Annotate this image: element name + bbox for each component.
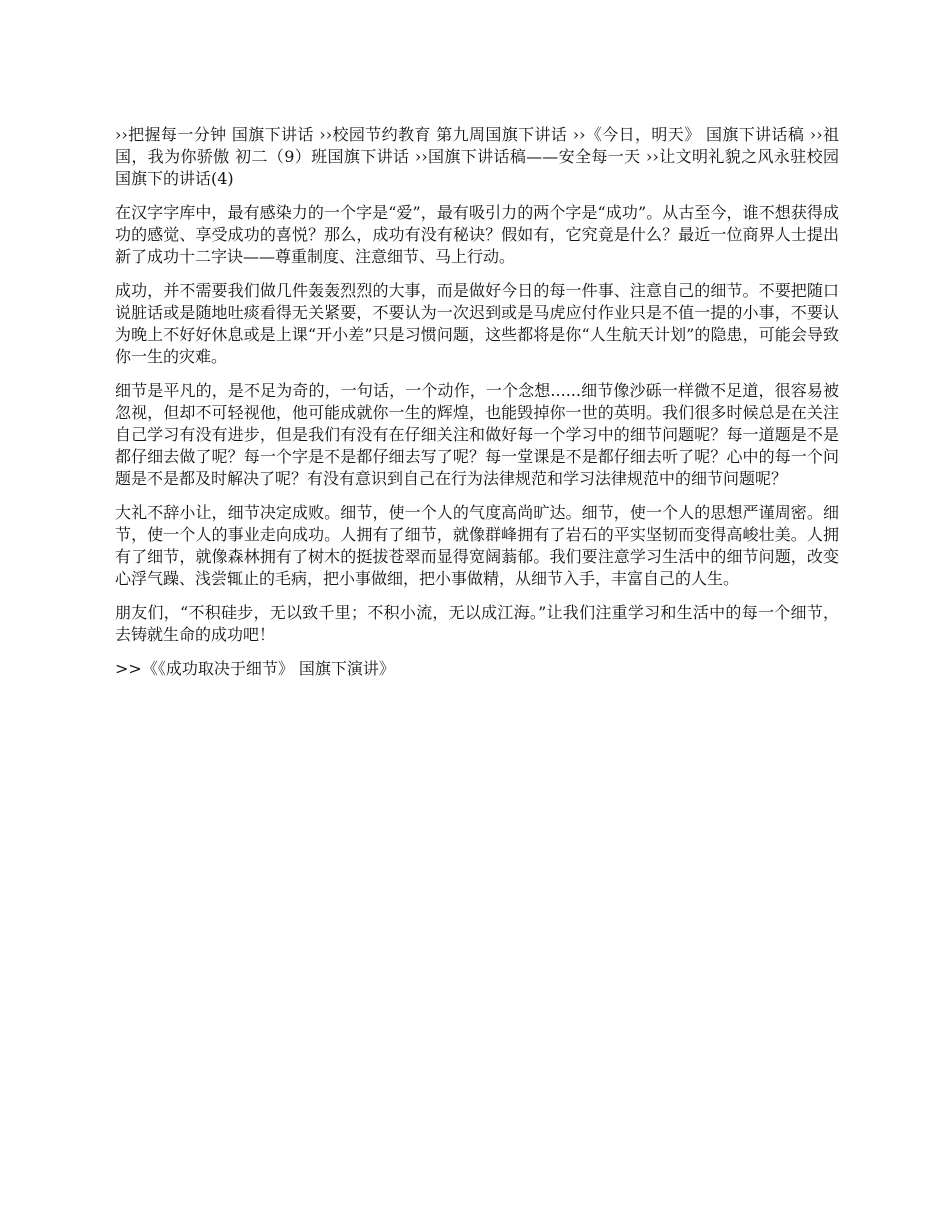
footer-prefix: >> — [115, 659, 142, 678]
body-paragraph-2: 成功，并不需要我们做几件轰轰烈烈的大事，而是做好今日的每一件事、注意自己的细节。不要把随口说脏话或是随地吐痰看得无关紧要，不要认为一次迟到或是马虎应付作业只是不值一提的小事，不要认为晚上不好好休息或是上课“开小差”只是习惯问题，这些都将是你“人生航天计划”的隐患，可能会导致你一生的灾难。 — [115, 281, 839, 366]
footer-link-row — [115, 658, 839, 680]
link-separator: ›› — [646, 147, 659, 166]
related-link-3[interactable]: 《今日，明天》 国旗下讲话稿 — [585, 125, 805, 144]
related-link-2[interactable]: 校园节约教育 第九周国旗下讲话 — [332, 125, 568, 144]
article — [115, 124, 839, 692]
link-separator: ›› — [319, 125, 333, 144]
link-separator: ›› — [115, 125, 128, 144]
body-paragraph-5: 朋友们，“不积硅步，无以致千里；不积小流，无以成江海。”让我们注重学习和生活中的每一个细节，去铸就生命的成功吧！ — [115, 603, 839, 644]
body-paragraph-4: 大礼不辞小让，细节决定成败。细节，使一个人的气度高尚旷达。细节，使一个人的思想严谨周密。细节，使一个人的事业走向成功。人拥有了细节，就像群峰拥有了岩石的平实坚韧而变得高峻壮美。人拥有了细节，就像森林拥有了树木的挺拔苍翠而显得宽阔蓊郁。我们要注意学习生活中的细节问题，改变心浮气躁、浅尝辄止的毛病，把小事做细，把小事做精，从细节入手，丰富自己的人生。 — [115, 503, 839, 588]
related-link-6[interactable]: 让文明礼貌之风永驻校园 国旗下的讲话(4) — [115, 147, 839, 188]
related-link-5[interactable]: 国旗下讲话稿——安全每一天 — [427, 147, 641, 166]
related-link-4[interactable]: 祖国，我为你骄傲 初二（9）班国旗下讲话 — [115, 125, 839, 166]
link-separator: ›› — [809, 125, 823, 144]
footer-link[interactable]: 《《成功取决于细节》 国旗下演讲》 — [141, 659, 395, 678]
body-paragraph-3: 细节是平凡的，是不足为奇的，一句话，一个动作，一个念想......细节像沙砾一样微不足道，很容易被忽视，但却不可轻视他，他可能成就你一生的辉煌，也能毁掉你一世的英明。我们很多时候总是在关注自己学习有没有进步，但是我们有没有在仔细关注和做好每一个学习中的细节问题呢？每一道题是不是都仔细去做了呢？每一个字是不是都仔细去写了呢？每一堂课是不是都仔细去听了呢？心中的每一个问题是不是都及时解决了呢？有没有意识到自己在行为法律规范和学习法律规范中的细节问题呢？ — [115, 381, 839, 488]
link-separator: ›› — [572, 125, 586, 144]
related-link-1[interactable]: 把握每一分钟 国旗下讲话 — [127, 125, 314, 144]
body-paragraph-1: 在汉字字库中，最有感染力的一个字是“爱”，最有吸引力的两个字是“成功”。从古至今，谁不想获得成功的感觉、享受成功的喜悦？那么，成功有没有秘诀？假如有，它究竟是什么？最近一位商界人士提出新了成功十二字诀——尊重制度、注意细节、马上行动。 — [115, 203, 839, 266]
link-separator: ›› — [414, 147, 428, 166]
related-links — [115, 124, 839, 190]
